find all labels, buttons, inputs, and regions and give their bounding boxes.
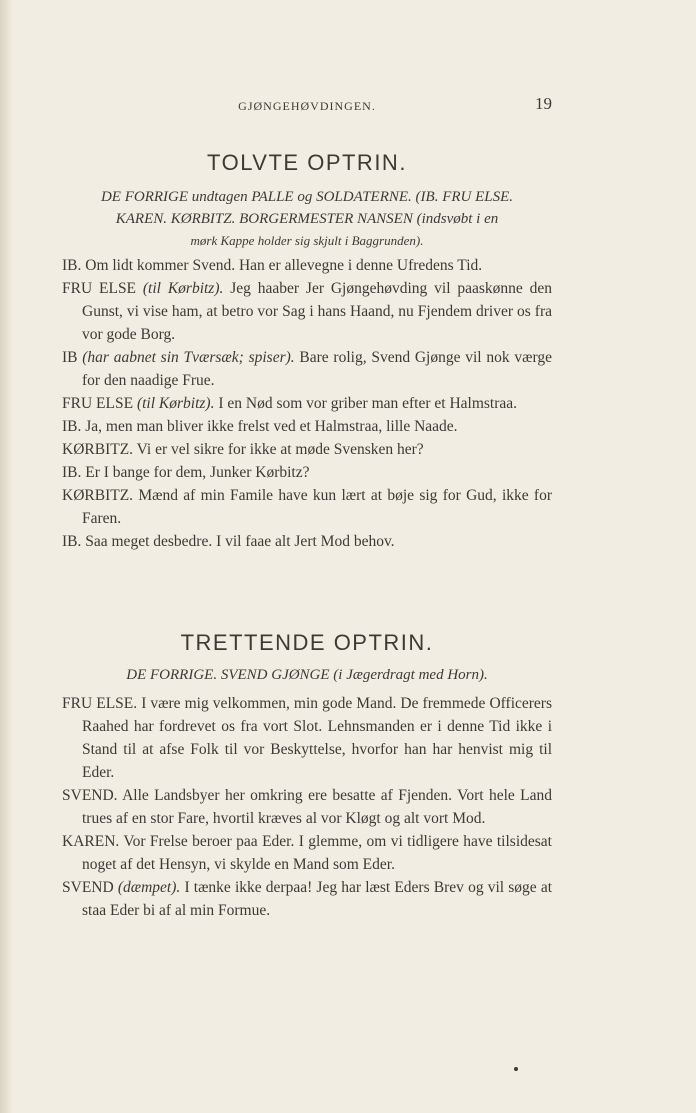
speech [62,277,552,346]
speech-text: Om lidt kommer Svend. Han er allevegne i denne Ufredens Tid. [85,257,483,274]
scene-13-stage-direction: DE FORRIGE. SVEND GJØNGE (i Jægerdragt med Horn). [126,667,488,683]
stage-line: KAREN. KØRBITZ. BORGERMESTER NANSEN (indsvøbt i en [115,211,499,227]
speech [62,346,552,392]
speech [62,530,552,553]
speaker: IB. [62,418,82,435]
speech-text: Alle Landsbyer her omkring ere besatte af Fjenden. Vort hele Land trues af en stor Fare, hvortil kræves al vor Kløgt og alt vort Mod. [82,787,552,827]
speaker: FRU ELSE [62,280,137,297]
scene-12-stage-direction [62,186,552,252]
running-title: GJØNGEHØVDINGEN. [238,99,376,113]
speaker: SVEND. [62,787,118,804]
speech-text: I en Nød som vor griber man efter et Halmstraa. [218,395,518,412]
speaker: IB. [62,533,82,550]
speech-text: Ja, men man bliver ikke frelst ved et Halmstraa, lille Naade. [85,418,458,435]
speaker: KØRBITZ. [62,487,134,504]
speaker: FRU ELSE. [62,695,138,712]
speech [62,461,552,484]
speech [62,392,552,415]
speech-text: Bare rolig, Svend Gjønge vil nok værge for den naadige Frue. [82,349,552,389]
speech [62,484,552,530]
stage-direction: (dæmpet). [117,879,181,896]
scene-12-title: TOLVTE OPTRIN. [207,150,407,175]
stage-line: DE FORRIGE undtagen PALLE og SOLDATERNE. (IB. FRU ELSE. [100,189,514,205]
speaker: IB. [62,464,82,481]
speech [62,876,552,922]
speech [62,784,552,830]
speech [62,254,552,277]
page-number: 19 [535,94,552,113]
speech-text: I tænke ikke derpaa! Jeg har læst Eders Brev og vil søge at staa Eder bi af al min Formue. [82,879,553,919]
speech-text: Vor Frelse beroer paa Eder. I glemme, om vi tidligere have tilsidesat noget af det Hensyn, vi skylde en Mand som Eder. [82,833,552,873]
stage-direction: (har aabnet sin Tværsæk; spiser). [82,349,295,366]
speech [62,830,552,876]
speech [62,438,552,461]
speech-text: Mænd af min Famile have kun lært at bøje sig for Gud, ikke for Faren. [82,487,552,527]
speaker: IB [62,349,78,366]
speech [62,692,552,784]
speaker: FRU ELSE [62,395,134,412]
scene-12-dialogue [62,254,552,553]
speech [62,415,552,438]
scene-13-title: TRETTENDE OPTRIN. [180,630,434,655]
stage-direction: (til Kørbitz). [136,395,215,412]
speech-text: Vi er vel sikre for ikke at møde Svensken her? [136,441,424,458]
speaker: IB. [62,257,82,274]
stage-line: mørk Kappe holder sig skjult i Baggrunden). [190,233,424,248]
ink-dot [514,1067,518,1071]
speech-text: Er I bange for dem, Junker Kørbitz? [85,464,310,481]
page-header [62,92,552,116]
speech-text: Jeg haaber Jer Gjøngehøvding vil paaskønne den Gunst, vi vise ham, at betro vor Sag i hans Haand, nu Fjendem driver os fra vor gode Borg. [82,280,553,343]
stage-direction: (til Kørbitz). [142,280,224,297]
speaker: SVEND [62,879,114,896]
speech-text: I være mig velkommen, min gode Mand. De fremmede Officerers Raahed har fordrevet os fra vort Slot. Lehnsmanden er i denne Tid ikke i Stand til at afse Folk til vor Beskyttelse, hvorfor han har henvist mig til Eder. [82,695,552,781]
speaker: KØRBITZ. [62,441,134,458]
page-edge-shadow [0,0,14,1113]
speech-text: Saa meget desbedre. I vil faae alt Jert Mod behov. [85,533,395,550]
scene-13-dialogue [62,692,552,922]
speaker: KAREN. [62,833,120,850]
